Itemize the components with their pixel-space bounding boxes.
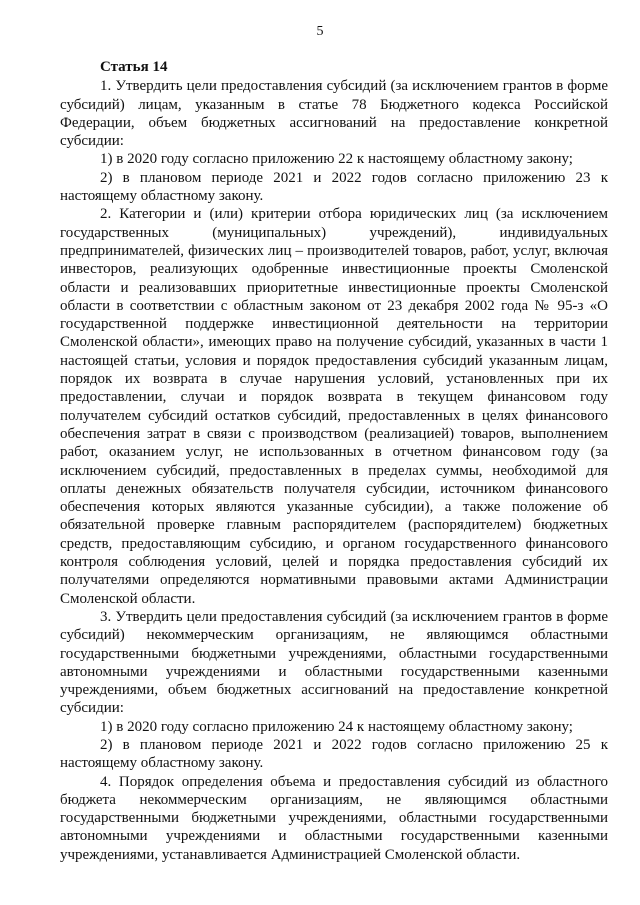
page-number: 5: [316, 24, 324, 39]
paragraph-1-item-1: 1) в 2020 году согласно приложению 22 к настоящему областному закону;: [100, 151, 573, 168]
article-title: Статья 14: [100, 59, 168, 75]
paragraph-2: 2. Категории и (или) критерии отбора юридических лиц (за исключением государственных (муниципальных) учреждений), индивидуальных предпринимателей, физических лиц – производителей товаров, работ, услуг, включая инвесторов, реализующих одобренные инвестиционные проекты Смоленской области и реализовавших приоритетные инвестиционные проекты Смоленской области в соответствии с областным законом от 23 декабря 2002 года № 95-з «О государственной поддержке инвестиционной деятельности на территории Смоленской области», имеющих право на получение субсидий, указанных в части 1 настоящей статьи, условия и порядок предоставления субсидий указанным лицам, порядок их возврата в случае нарушения условий, установленных при их предоставлении, случаи и порядок возврата в текущем финансовом году получателем субсидий остатков субсидий, предоставленных в целях финансового обеспечения затрат в связи с производством (реализацией) товаров, выполнением работ, оказанием услуг, не использованных в отчетном финансовом году (за исключением субсидий, предоставленных в пределах суммы, необходимой для оплаты денежных обязательств получателя субсидии, источником финансового обеспечения которых являются указанные субсидии), а также положение об обязательной проверке главным распорядителем (распорядителем) бюджетных средств, предоставляющим субсидию, и органом государственного финансового контроля соблюдения условий, целей и порядка предоставления субсидий их получателями определяются нормативными правовыми актами Администрации Смоленской области.: [60, 206, 608, 607]
paragraph-3-item-2: 2) в плановом периоде 2021 и 2022 годов согласно приложению 25 к настоящему областному закону.: [60, 736, 608, 772]
paragraph-3-item-1: 1) в 2020 году согласно приложению 24 к настоящему областному закону;: [100, 718, 573, 735]
paragraph-3: 3. Утвердить цели предоставления субсидий (за исключением грантов в форме субсидий) некоммерческим организациям, не являющимся областными государственными бюджетными учреждениями, областными государственными автономными учреждениями и областными государственными казенными учреждениями, объем бюджетных ассигнований на предоставление конкретной субсидии:: [60, 608, 608, 717]
paragraph-4: 4. Порядок определения объема и предоставления субсидий из областного бюджета некоммерческим организациям, не являющимся областными государственными бюджетными учреждениями, областными государственными автономными учреждениями и областными государственными казенными учреждениями, устанавливается Администрацией Смоленской области.: [60, 773, 608, 863]
paragraph-1: 1. Утвердить цели предоставления субсидий (за исключением грантов в форме субсидий) лицам, указанным в статье 78 Бюджетного кодекса Российской Федерации, объем бюджетных ассигнований на предоставление конкретной субсидии:: [60, 78, 608, 150]
article-body: [60, 58, 608, 864]
paragraph-1-item-2: 2) в плановом периоде 2021 и 2022 годов согласно приложению 23 к настоящему областному закону.: [60, 169, 608, 205]
